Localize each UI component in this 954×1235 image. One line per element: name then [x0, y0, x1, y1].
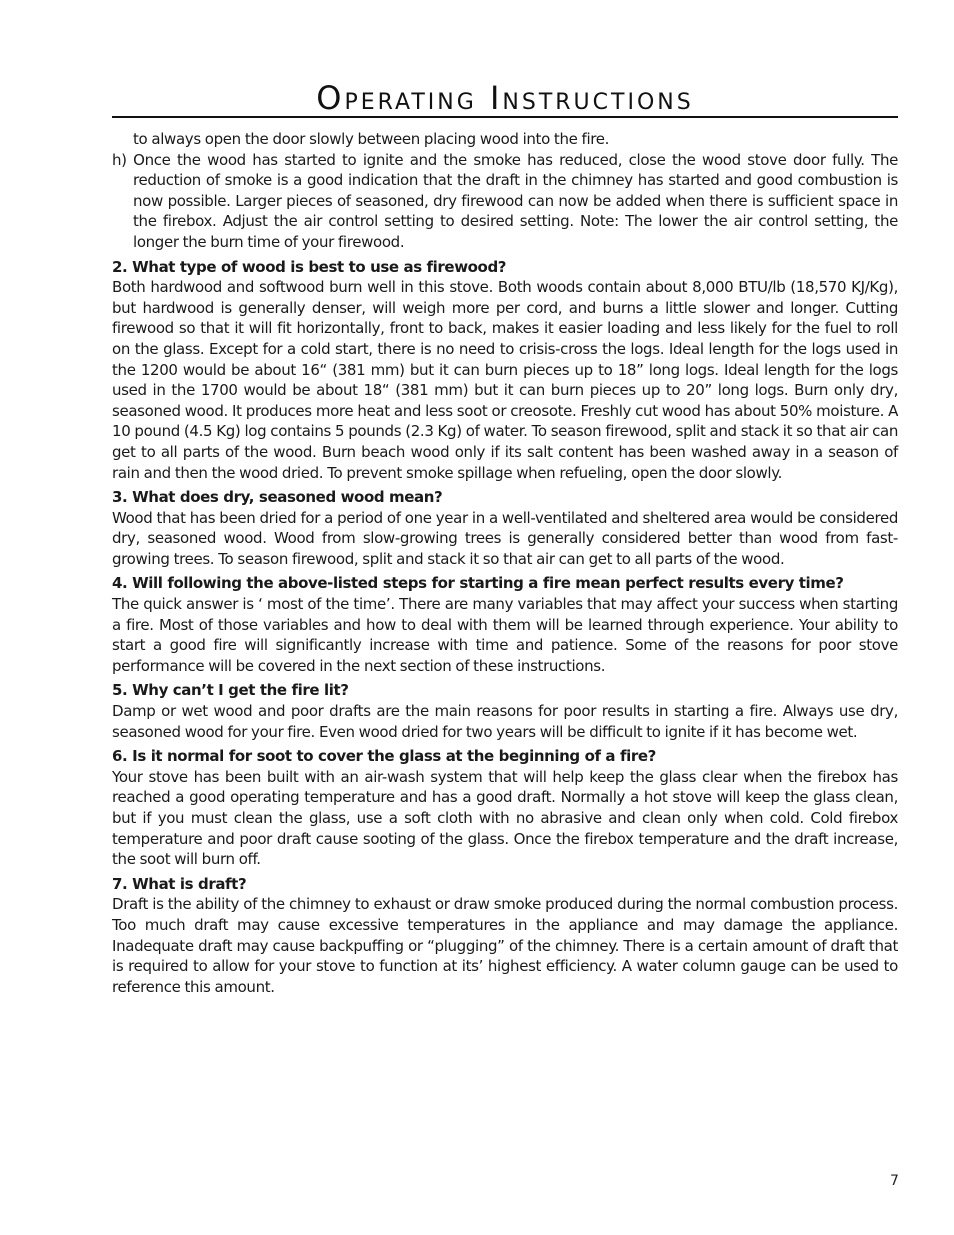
section-heading: 3. What does dry, seasoned wood mean? — [112, 488, 443, 507]
page-content — [112, 80, 898, 997]
section-body: Your stove has been built with an air-wash system that will help keep the glass clear when the firebox has reached a good operating temperature and has a good draft. Normally a hot stove will keep the glass clean, but if you must clean the glass, use a soft cloth with no abrasive and clean only when cold. Cold firebox temperature and poor draft cause sooting of the glass. Once the firebox temperature and the draft increase, the soot will burn off. — [112, 767, 898, 869]
section-wood-type — [112, 257, 898, 484]
section-perfect-results — [112, 573, 898, 676]
page-number: 7 — [890, 1173, 899, 1189]
instruction-item-h: h) Once the wood has started to ignite and the smoke has reduced, close the wood stove door fully. The reduction of smoke is a good indication that the draft in the chimney has started and good combustion is now possible. Larger pieces of seasoned, dry firewood can now be added when there is sufficient space in the firebox. Adjust the air control setting to desired setting. Note: The lower the air control setting, the longer the burn time of your firewood. — [112, 150, 898, 251]
section-heading: 4. Will following the above-listed steps for starting a fire mean perfect results every time? — [112, 574, 844, 593]
section-draft — [112, 874, 898, 998]
page-title: Operating Instructions — [316, 79, 694, 117]
section-heading: 7. What is draft? — [112, 874, 247, 893]
section-heading: 6. Is it normal for soot to cover the glass at the beginning of a fire? — [112, 747, 656, 766]
section-body: Draft is the ability of the chimney to exhaust or draw smoke produced during the normal combustion process. Too much draft may cause excessive temperatures in the appliance and may damage the appliance. Inadequate draft may cause backpuffing or “plugging” of the chimney. There is a certain amount of draft that is required to allow for your stove to function at its’ highest efficiency. A water column gauge can be used to reference this amount. — [112, 895, 898, 996]
section-heading: 5. Why can’t I get the fire lit? — [112, 681, 349, 700]
section-body: The quick answer is ‘ most of the time’. There are many variables that may affect your success when starting a fire. Most of those variables and how to deal with them will be learned through experience. Your ability to start a good fire will significantly increase with time and patience. Some of the reasons for poor stove performance will be covered in the next section of these instructions. — [112, 595, 898, 675]
section-body: Wood that has been dried for a period of one year in a well-ventilated and sheltered area would be considered dry, seasoned wood. Wood from slow-growing trees is generally considered better than wood from fast-growing trees. To season firewood, split and stack it so that air can get to all parts of the wood. — [112, 508, 898, 568]
intro-continuation: to always open the door slowly between placing wood into the fire. — [133, 130, 610, 148]
section-body: Damp or wet wood and poor drafts are the main reasons for poor results in starting a fire. Always use dry, seasoned wood for your fire. Even wood dried for two years will be difficult to ignite if it has become wet. — [112, 702, 898, 741]
section-soot-glass — [112, 746, 898, 870]
section-body: Both hardwood and softwood burn well in this stove. Both woods contain about 8,000 BTU/lb (18,570 KJ/Kg), but hardwood is generally denser, will weigh more per cord, and burns a little slower and longer. Cutting firewood so that it will fit horizontally, front to back, makes it easier loading and less likely for the fuel to roll on the glass. Except for a cold start, there is no need to crisis-cross the logs. Ideal length for the logs used in the 1200 would be about 16“ (381 mm) but it can burn pieces up to 18” long logs. Ideal length for the logs used in the 1700 would be about 18“ (381 mm) but it can burn pieces up to 20” long logs. Burn only dry, seasoned wood. It produces more heat and less soot or creosote. Freshly cut wood has about 50% moisture. A 10 pound (4.5 Kg) log contains 5 pounds (2.3 Kg) of water. To season firewood, split and stack it so that air can get to all parts of the wood. Burn beach wood only if its salt content has been washed away in a season of rain and then the wood dried. To prevent smoke spillage when refueling, open the door slowly. — [112, 278, 898, 482]
section-seasoned-wood — [112, 487, 898, 569]
section-heading: 2. What type of wood is best to use as firewood? — [112, 257, 507, 276]
section-fire-lit — [112, 680, 898, 742]
